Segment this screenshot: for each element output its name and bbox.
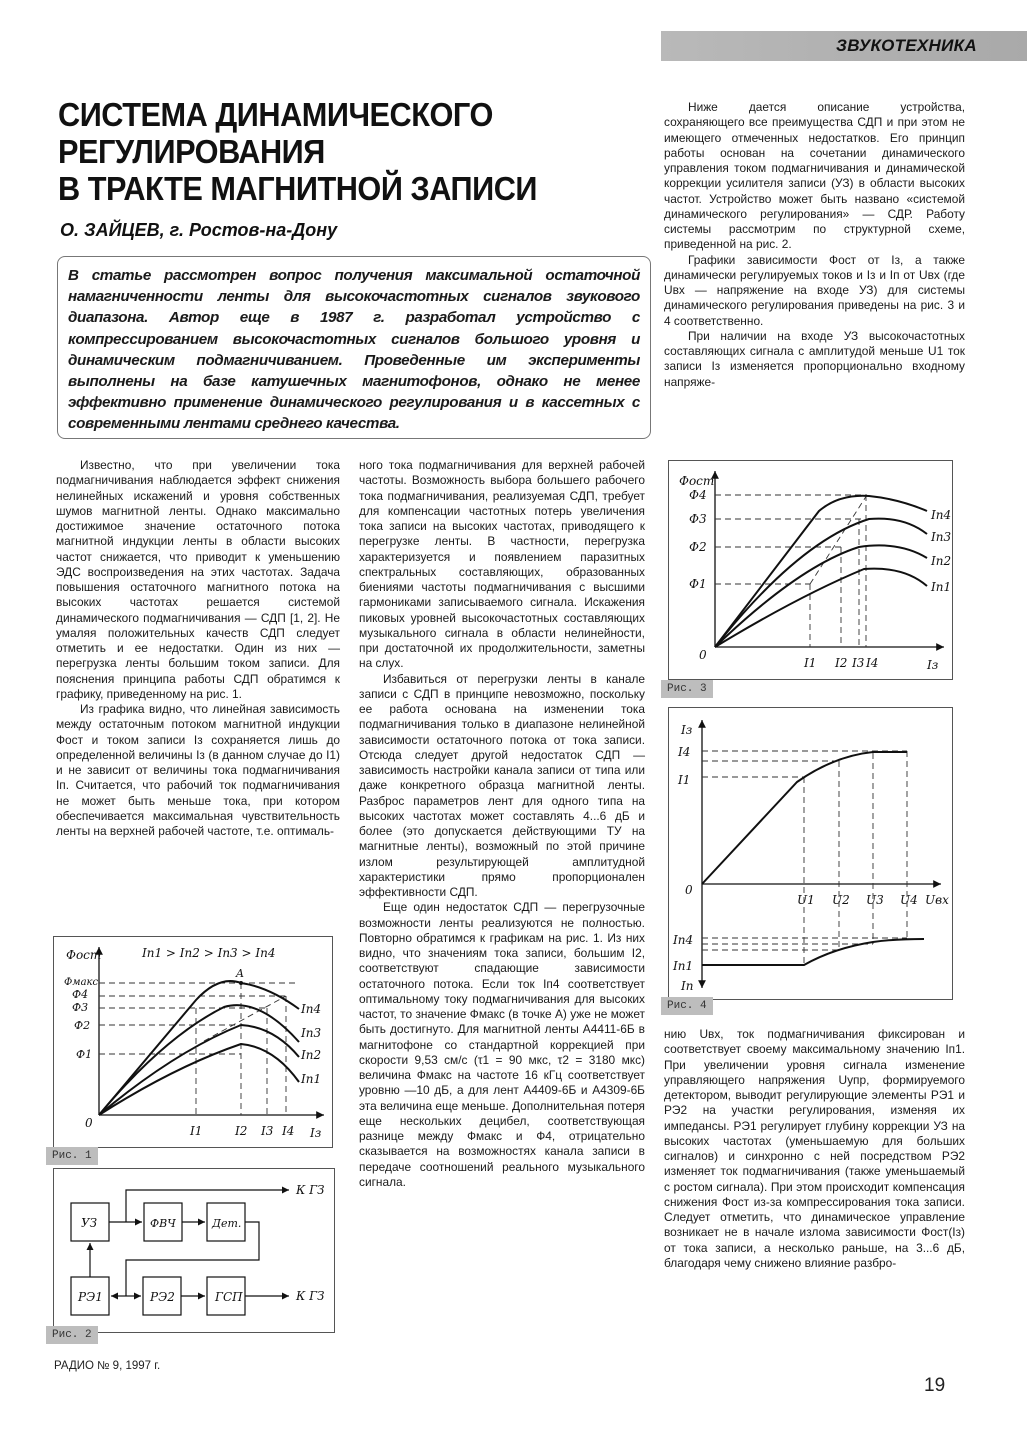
svg-text:I3: I3 — [852, 656, 865, 670]
condition-label: Iп1 > Iп2 > Iп3 > Iп4 — [142, 946, 276, 960]
paragraph: При наличии на входе УЗ высокочастотных составляющих сигнала с амплитудой меньше U1 ток записи Iз изменяется пропорционально входному напряже- — [664, 328, 965, 389]
svg-text:I4: I4 — [678, 745, 691, 759]
svg-text:Iп2: Iп2 — [301, 1048, 322, 1062]
article-author: О. ЗАЙЦЕВ, г. Ростов-на-Дону — [60, 220, 338, 240]
figure-1-label: Рис. 1 — [46, 1147, 98, 1165]
figure-2-label: Рис. 2 — [46, 1326, 98, 1344]
svg-text:0: 0 — [85, 1116, 93, 1130]
title-line: РЕГУЛИРОВАНИЯ — [58, 133, 325, 170]
svg-text:I3: I3 — [261, 1124, 274, 1138]
svg-text:I2: I2 — [835, 656, 848, 670]
svg-text:Iп2: Iп2 — [931, 554, 952, 568]
svg-text:Ф1: Ф1 — [76, 1048, 93, 1061]
svg-text:A: A — [236, 967, 244, 980]
svg-text:Iп1: Iп1 — [673, 959, 694, 973]
svg-text:Iп3: Iп3 — [301, 1026, 322, 1040]
abstract-box — [57, 256, 651, 439]
svg-text:Ф1: Ф1 — [689, 577, 707, 591]
figure-4-label: Рис. 4 — [661, 997, 713, 1015]
paragraph: Из графика видно, что линейная зависимость между остаточным потоком магнитной индукции Фост и током записи Iз сохраняется лишь до определенной величины Iз (в данном случае до I1) и не зависит от величины тока подмагничивания Iп. Считается, что рабочий ток подмагничивания не может быть меньше тока, при котором обеспечивается максимальная чувствительность ленты на верхней рабочей частоте, т.е. оптималь- — [56, 702, 340, 838]
figure-3-chart — [668, 460, 953, 680]
svg-text:К ГЗ: К ГЗ — [296, 1289, 325, 1303]
paragraph: Графики зависимости Фост от Iз, а также динамически регулируемых токов и Iз и Iп от Uвх (где Uвх — напряжение на входе УЗ) для системы динамического регулирования приведены на рис. 3 и 4 соответственно. — [664, 252, 965, 328]
svg-text:I4: I4 — [282, 1124, 295, 1138]
figure-2-block-diagram — [53, 1168, 335, 1333]
figure-3-label: Рис. 3 — [661, 680, 713, 698]
svg-text:Ф2: Ф2 — [74, 1019, 91, 1032]
paragraph: ного тока подмагничивания для верхней рабочей частоты. Возможность выбора большего рабочего тока подмагничивания, реализуемая СДП, требует для компенсации частотных потерь увеличения тока записи на высоких частотах, приводящего к перегрузке ленты. В частности, перегрузка характеризуется и появлением паразитных спектральных составляющих, образованных биениями частоты подмагничивания с высшими гармониками записываемого сигнала. Искажения пиковых уровней высокочастотных составляющих музыкального сигнала в области нелинейности, при достаточной их продолжительности, заметны на слух. — [359, 458, 645, 671]
text-column-2 — [359, 458, 645, 1190]
section-header-bar — [661, 31, 1027, 61]
svg-text:0: 0 — [699, 648, 707, 662]
svg-text:К ГЗ: К ГЗ — [296, 1183, 325, 1197]
svg-text:Iз: Iз — [927, 658, 939, 672]
section-title: ЗВУКОТЕХНИКА — [836, 36, 977, 55]
svg-text:Iп3: Iп3 — [931, 530, 952, 544]
paragraph: Еще один недостаток СДП — перегрузочные возможности ленты реализуются не полностью. Повторно обратимся к графикам на рис. 1. Из них видно, что значениям тока записи, большим I2, соответствуют спадающие зависимости остаточного потока. Если ток Iп4 соответствует оптимальному току подмагничивания для высоких частот, то значение Фмакс (в точке А) уже не может быть достигнуто. Для магнитной ленты А4411-6Б в магнитофоне со стандартной коррекцией при скорости 9,53 см/с (τ1 = 90 мкс, τ2 = 3180 мкс) величина Фмакс на частоте 16 кГц соответствует уровню —10 дБ, а для лент А4409-6Б и А4309-6Б эта величина еще меньше. Дополнительная потеря еще нескольких децибел, соответствующая разнице между Фмакс и Ф4, отрицательно сказывается на возможностях канала записи в передаче соотношений реального музыкального сигнала. — [359, 900, 645, 1189]
title-line: В ТРАКТЕ МАГНИТНОЙ ЗАПИСИ — [58, 170, 538, 207]
svg-text:Iп4: Iп4 — [931, 508, 952, 522]
svg-text:УЗ: УЗ — [81, 1216, 98, 1230]
svg-text:РЭ2: РЭ2 — [150, 1290, 175, 1304]
svg-text:U3: U3 — [866, 893, 884, 907]
svg-text:I1: I1 — [190, 1124, 203, 1138]
text-column-3-top — [664, 100, 965, 390]
svg-text:Ф3: Ф3 — [689, 512, 707, 526]
svg-text:Iз: Iз — [310, 1126, 322, 1140]
svg-text:Iп4: Iп4 — [673, 933, 694, 947]
text-column-1 — [56, 458, 340, 839]
svg-text:Iз: Iз — [681, 723, 693, 737]
svg-text:Ф3: Ф3 — [72, 1001, 89, 1014]
svg-text:I1: I1 — [804, 656, 817, 670]
paragraph: нию Uвх, ток подмагничивания фиксирован и соответствует своему максимальному значению Iп1. При увеличении уровня сигнала изменение управляющего напряжения Uупр, формируемого детектором, выводит регулирующие элементы РЭ1 и РЭ2 на участки регулирования, изменяя их импедансы. РЭ1 регулирует глубину коррекции УЗ на высоких частотах (уменьшаемую для больших сигналов) и синхронно с ней посредством РЭ2 изменяет ток подмагничивания (также уменьшаемый с ростом сигнала). При этом происходит компенсация снижения Фост из-за компрессирования тока записи. Следует отметить, что динамическое управление возникает не в начале излома зависимости Фост(Iз) от тока записи, а несколько раньше, на 3...6 дБ, благодаря чему снижено влияние разбро- — [664, 1027, 965, 1270]
svg-text:Iп1: Iп1 — [301, 1072, 322, 1086]
svg-text:0: 0 — [685, 883, 693, 897]
svg-text:Uвх: Uвх — [925, 893, 949, 907]
svg-text:U2: U2 — [832, 893, 850, 907]
svg-text:I1: I1 — [678, 773, 691, 787]
svg-text:РЭ1: РЭ1 — [78, 1290, 103, 1304]
paragraph: Ниже дается описание устройства, сохраняющего все преимущества СДП и при этом не имеющего отмеченных недостатков. Его принцип работы основан на сочетании динамического управления током подмагничивания и динамической коррекции усилителя записи (УЗ) в области высоких частот. Устройство может быть названо «системой динамического регулирования» — СДР. Работу системы рассмотрим по структурной схеме, приведенной на рис. 2. — [664, 100, 965, 252]
paragraph: Избавиться от перегрузки ленты в канале записи с СДП в принципе невозможно, поскольку ее работа основана на изменении тока подмагничивания только в диапазоне нелинейной зависимости остаточного потока от тока записи. Отсюда следует другой недостаток СДП — зависимость настройки канала записи от типа или даже конкретного образца магнитной ленты. Разброс параметров лент для одного типа на высоких частотах может составлять 4...6 дБ и более (это допускается действующими ТУ на магнитные ленты), возможный по этой причине излом результирующей амплитудной характеристики прямо пропорционален эффективности СДП. — [359, 671, 645, 899]
figure-4-chart — [668, 707, 953, 1000]
svg-text:Ф4: Ф4 — [689, 488, 707, 502]
svg-text:Iп1: Iп1 — [931, 580, 952, 594]
svg-text:Iп: Iп — [681, 979, 694, 993]
svg-text:ФВЧ: ФВЧ — [150, 1217, 176, 1230]
paragraph: Известно, что при увеличении тока подмагничивания наблюдается эффект снижения нелинейных искажений и уровня собственных шумов магнитной ленты. Однако максимально достижимое значение остаточного потока магнитной индукции ленты в области высоких частот снижается, что приводит к уменьшению ЭДС воспроизведения на этих частотах. Задача повышения остаточного магнитного потока на высоких частотах решается системой динамического подмагничивания — СДП [1, 2]. Не умаляя положительных качеств СДП следует отметить и ее недостатки. Один из них — перегрузка ленты большим током записи. Для пояснения принципа работы СДП обратимся к графику, приведенному на рис. 1. — [56, 458, 340, 701]
abstract-text: В статье рассмотрен вопрос получения максимальной остаточной намагниченности ленты для высокочастотных сигналов звукового диапазона. Автор еще в 1987 г. разработал устройство с компрессированием высокочастотных сигналов большого уровня и динамическим подмагничиванием. Проведенные им эксперименты выполнены на базе катушечных магнитофонов, однако не менее эффективно применение динамического регулирования и в кассетных с современными лентами среднего качества. — [68, 267, 640, 433]
svg-text:Ф4: Ф4 — [72, 988, 89, 1001]
page-number: 19 — [924, 1375, 946, 1396]
journal-issue: РАДИО № 9, 1997 г. — [54, 1360, 161, 1372]
text-column-3-bottom — [664, 1027, 965, 1271]
svg-text:Iп4: Iп4 — [301, 1002, 322, 1016]
svg-text:I2: I2 — [235, 1124, 248, 1138]
svg-text:I4: I4 — [866, 656, 879, 670]
figure-1-chart — [53, 936, 333, 1148]
svg-text:U1: U1 — [797, 893, 815, 907]
article-title — [58, 96, 579, 207]
svg-text:U4: U4 — [900, 893, 918, 907]
svg-text:Фмакс: Фмакс — [64, 977, 99, 988]
svg-text:ГСП: ГСП — [215, 1290, 243, 1304]
svg-text:Дет.: Дет. — [212, 1217, 242, 1230]
y-axis-label: Фост — [66, 948, 102, 962]
svg-text:Ф2: Ф2 — [689, 540, 707, 554]
title-line: СИСТЕМА ДИНАМИЧЕСКОГО — [58, 96, 493, 133]
svg-text:Фост: Фост — [679, 474, 715, 488]
